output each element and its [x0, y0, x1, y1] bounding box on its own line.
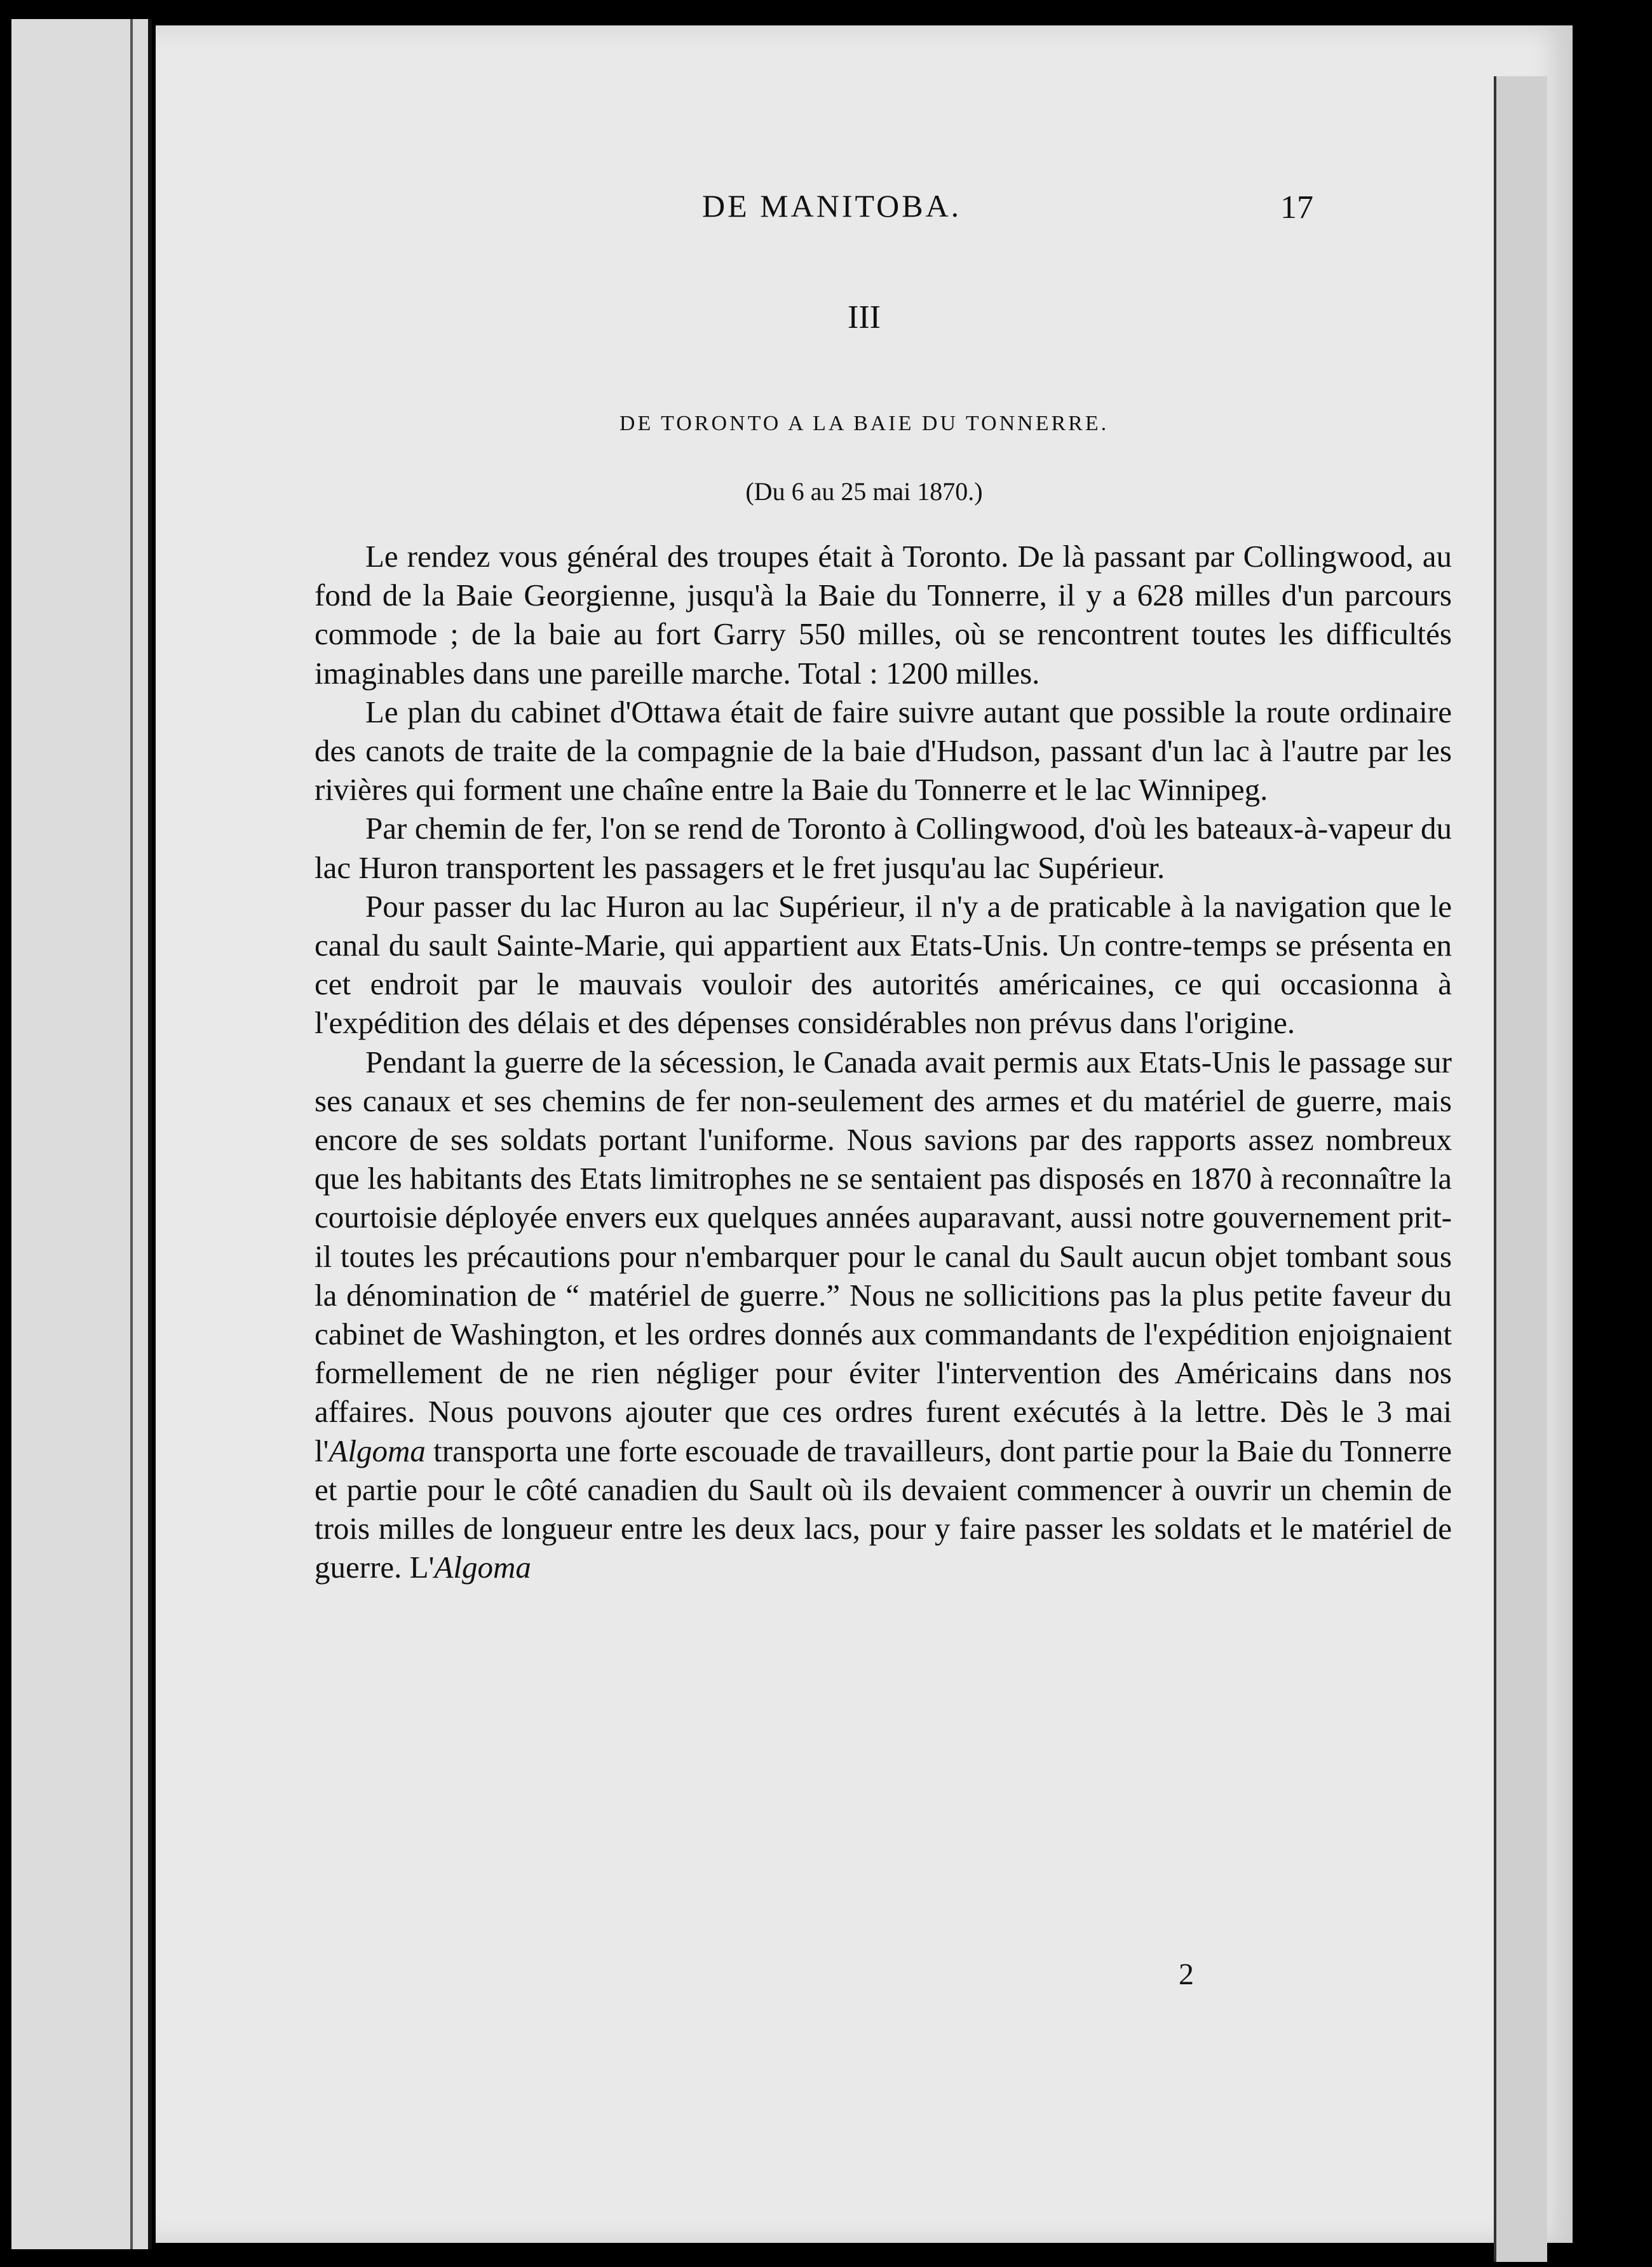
- gutter-line: [130, 19, 133, 2249]
- page-stack-edge: [1494, 76, 1547, 2262]
- paragraph: [315, 1043, 1452, 1587]
- paragraph: Le plan du cabinet d'Ottawa était de faire suivre autant que possible la route ordinaire des canots de traite de la compagnie de la baie d'Hudson, passant d'un lac à l'autre par les rivières qui forment une chaîne entre la Baie du Tonnerre et le lac Winnipeg.: [315, 694, 1452, 808]
- chapter-title: DE TORONTO A LA BAIE DU TONNERRE.: [619, 412, 1109, 435]
- previous-page-edge: [11, 19, 152, 2249]
- paragraph-text: transporta une forte escouade de travailleurs, dont partie pour la Baie du Tonnerre et partie pour le côté canadien du Sault où ils devaient commencer à ouvrir un chemin de trois milles de longueur entre les deux lacs, pour y faire passer les soldats et le matériel de guerre. L': [315, 1433, 1452, 1585]
- paragraph: Par chemin de fer, l'on se rend de Toronto à Collingwood, d'où les bateaux-à-vapeur du lac Huron transportent les passagers et le fret jusqu'au lac Supérieur.: [315, 811, 1452, 885]
- book-page: [156, 25, 1573, 2243]
- paragraph-text: Pendant la guerre de la sécession, le Canada avait permis aux Etats-Unis le passage sur ses canaux et ses chemins de fer non-seulement des armes et du matériel de guerre, mais encore de ses soldats portant l'uniforme. Nous savions par des rapports assez nombreux que les habitants des Etats limitrophes ne se sentaient pas disposés en 1870 à reconnaître la courtoisie déployée envers eux quelques années auparavant, aussi notre gouvernement prit-il toutes les précautions pour n'embarquer pour le canal du Sault aucun objet tombant sous la dénomination de “ matériel de guerre.” Nous ne sollicitions pas la plus petite faveur du cabinet de Washington, et les ordres donnés aux commandants de l'expédition enjoignaient formellement de ne rien négliger pour éviter l'intervention des Américains dans nos affaires. Nous pouvons ajouter que ces ordres furent exécutés à la lettre. Dès le 3 mai l': [315, 1044, 1452, 1468]
- page-number: 17: [1280, 189, 1313, 226]
- running-title: DE MANITOBA.: [702, 188, 962, 224]
- paragraph: Le rendez vous général des troupes était à Toronto. De là passant par Collingwood, au fond de la Baie Georgienne, jusqu'à la Baie du Tonnerre, il y a 628 milles d'un parcours commode ; de la baie au fort Garry 550 milles, où se rencontrent toutes les difficultés imaginables dans une pareille marche. Total : 1200 milles.: [315, 539, 1452, 691]
- body-text: [315, 537, 1452, 1587]
- chapter-numeral: III: [848, 299, 881, 335]
- ship-name: Algoma: [328, 1433, 426, 1468]
- ship-name: Algoma: [434, 1550, 531, 1585]
- signature-mark: 2: [1179, 1958, 1194, 1991]
- paragraph: Pour passer du lac Huron au lac Supérieur, il n'y a de praticable à la navigation que le canal du sault Sainte-Marie, qui appartient aux Etats-Unis. Un contre-temps se présenta en cet endroit par le mauvais vouloir des autorités américaines, ce qui occasionna à l'expédition des délais et des dépenses considérables non prévus dans l'origine.: [315, 888, 1452, 1041]
- page-header: [156, 187, 1573, 232]
- chapter-dates: (Du 6 au 25 mai 1870.): [745, 477, 983, 506]
